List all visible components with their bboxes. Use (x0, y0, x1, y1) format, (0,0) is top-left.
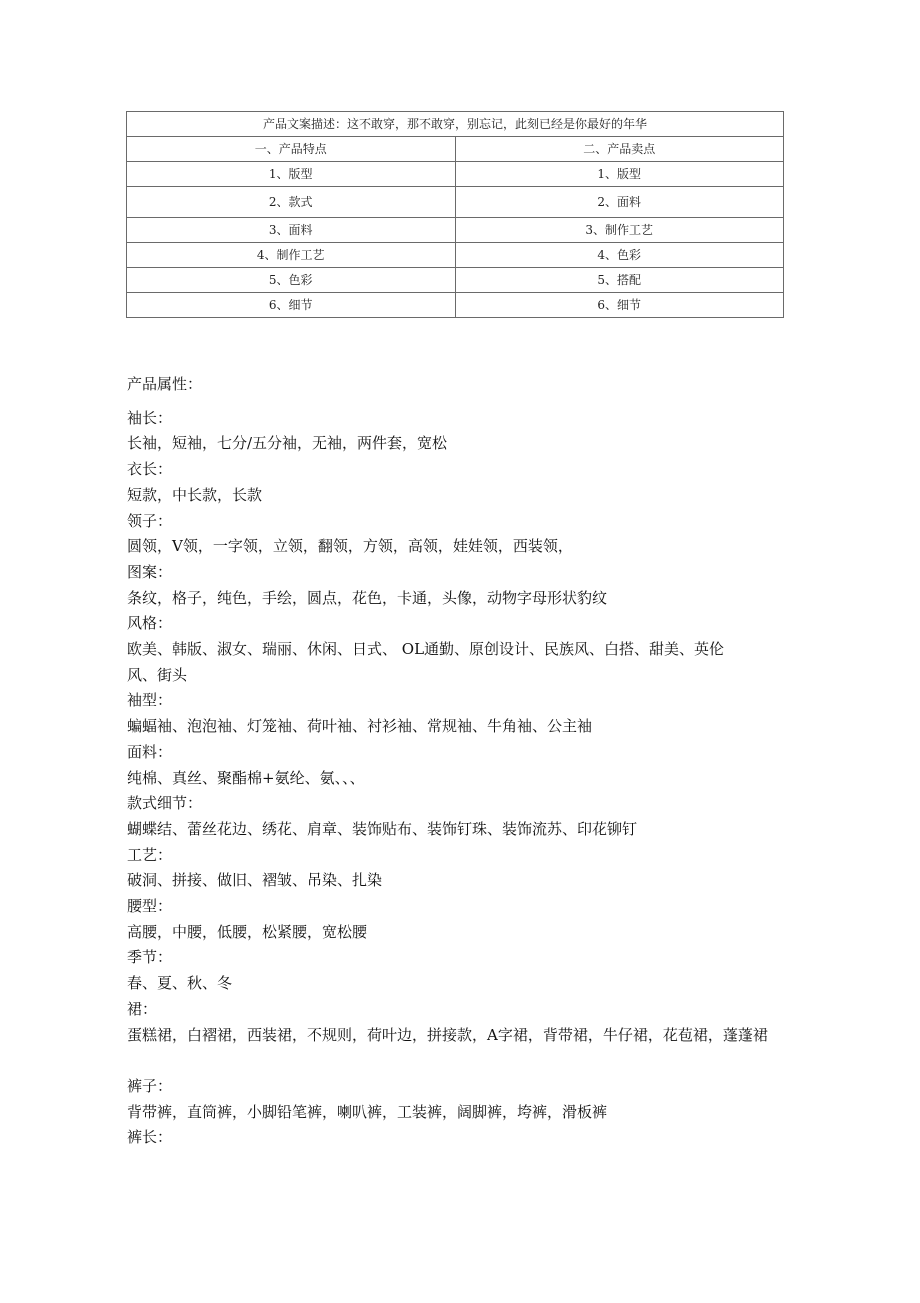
attr-value-sleeve-length: 长袖，短袖，七分/五分袖，无袖，两件套，宽松 (127, 434, 448, 453)
selling-point-cell: 1、版型 (455, 162, 784, 187)
attr-label-garment-length: 衣长： (127, 460, 173, 479)
spacer (127, 1048, 787, 1074)
feature-cell: 6、细节 (127, 293, 456, 318)
attr-label-waist: 腰型： (127, 897, 173, 916)
selling-point-cell: 2、面料 (455, 187, 784, 218)
attr-label-skirt: 裙： (127, 999, 158, 1018)
selling-point-cell: 5、搭配 (455, 268, 784, 293)
attr-label-sleeve-length: 袖长： (127, 408, 173, 427)
attr-value-craft: 破洞、拼接、做旧、褶皱、吊染、扎染 (127, 871, 383, 890)
table-title: 产品文案描述：这不敢穿，那不敢穿，别忘记，此刻已经是你最好的年华 (127, 112, 784, 137)
table-title-row (127, 112, 784, 137)
attr-value-waist: 高腰，中腰，低腰，松紧腰，宽松腰 (127, 922, 368, 941)
attr-label-pants-length: 裤长： (127, 1128, 173, 1147)
selling-point-cell: 3、制作工艺 (455, 218, 784, 243)
table-row (127, 187, 784, 218)
table-header-row (127, 137, 784, 162)
product-copy-table (126, 111, 784, 318)
attr-label-pattern: 图案： (127, 562, 173, 581)
attr-label-collar: 领子： (127, 511, 173, 530)
attr-label-style: 风格： (127, 614, 173, 633)
table-row (127, 162, 784, 187)
attr-label-craft: 工艺： (127, 845, 173, 864)
table-row (127, 268, 784, 293)
attr-value-style-details: 蝴蝶结、蕾丝花边、绣花、肩章、装饰贴布、装饰钉珠、装饰流苏、印花铆钉 (127, 819, 638, 838)
attributes-heading: 产品属性： (127, 375, 203, 393)
attr-value-skirt: 蛋糕裙，白褶裙，西装裙，不规则，荷叶边，拼接款，A字裙，背带裙，牛仔裙，花苞裙，蓬蓬裙 (127, 1025, 768, 1044)
attr-value-fabric: 纯棉、真丝、聚酯棉+氨纶、氨、、、 (127, 768, 365, 787)
table-row (127, 293, 784, 318)
attr-value-pants: 背带裤，直筒裤，小脚铅笔裤，喇叭裤，工装裤，阔脚裤，垮裤，滑板裤 (127, 1102, 608, 1121)
header-selling-points: 二、产品卖点 (455, 137, 784, 162)
feature-cell: 5、色彩 (127, 268, 456, 293)
table-row (127, 218, 784, 243)
table-row (127, 243, 784, 268)
attr-label-season: 季节： (127, 948, 173, 967)
feature-cell: 2、款式 (127, 187, 456, 218)
header-features: 一、产品特点 (127, 137, 456, 162)
feature-cell: 3、面料 (127, 218, 456, 243)
attr-label-style-details: 款式细节： (127, 794, 203, 813)
feature-cell: 1、版型 (127, 162, 456, 187)
attr-value-garment-length: 短款，中长款，长款 (127, 485, 263, 504)
selling-point-cell: 6、细节 (455, 293, 784, 318)
feature-cell: 4、制作工艺 (127, 243, 456, 268)
attr-value-sleeve-type: 蝙蝠袖、泡泡袖、灯笼袖、荷叶袖、衬衫袖、常规袖、牛角袖、公主袖 (127, 717, 593, 736)
attr-label-pants: 裤子： (127, 1076, 173, 1095)
attr-label-sleeve-type: 袖型： (127, 691, 173, 710)
attr-value-pattern: 条纹，格子，纯色，手绘，圆点，花色，卡通，头像，动物字母形状豹纹 (127, 588, 608, 607)
attr-value-season: 春、夏、秋、冬 (127, 974, 233, 993)
attr-label-fabric: 面料： (127, 742, 173, 761)
selling-point-cell: 4、色彩 (455, 243, 784, 268)
attr-value-collar: 圆领，V领，一字领，立领，翻领，方领，高领，娃娃领，西装领， (127, 537, 573, 556)
product-attributes (127, 372, 787, 1151)
attr-value-style: 欧美、韩版、淑女、瑞丽、休闲、日式、 OL通勤、原创设计、民族风、白搭、甜美、英伦风、街头 (127, 640, 725, 684)
